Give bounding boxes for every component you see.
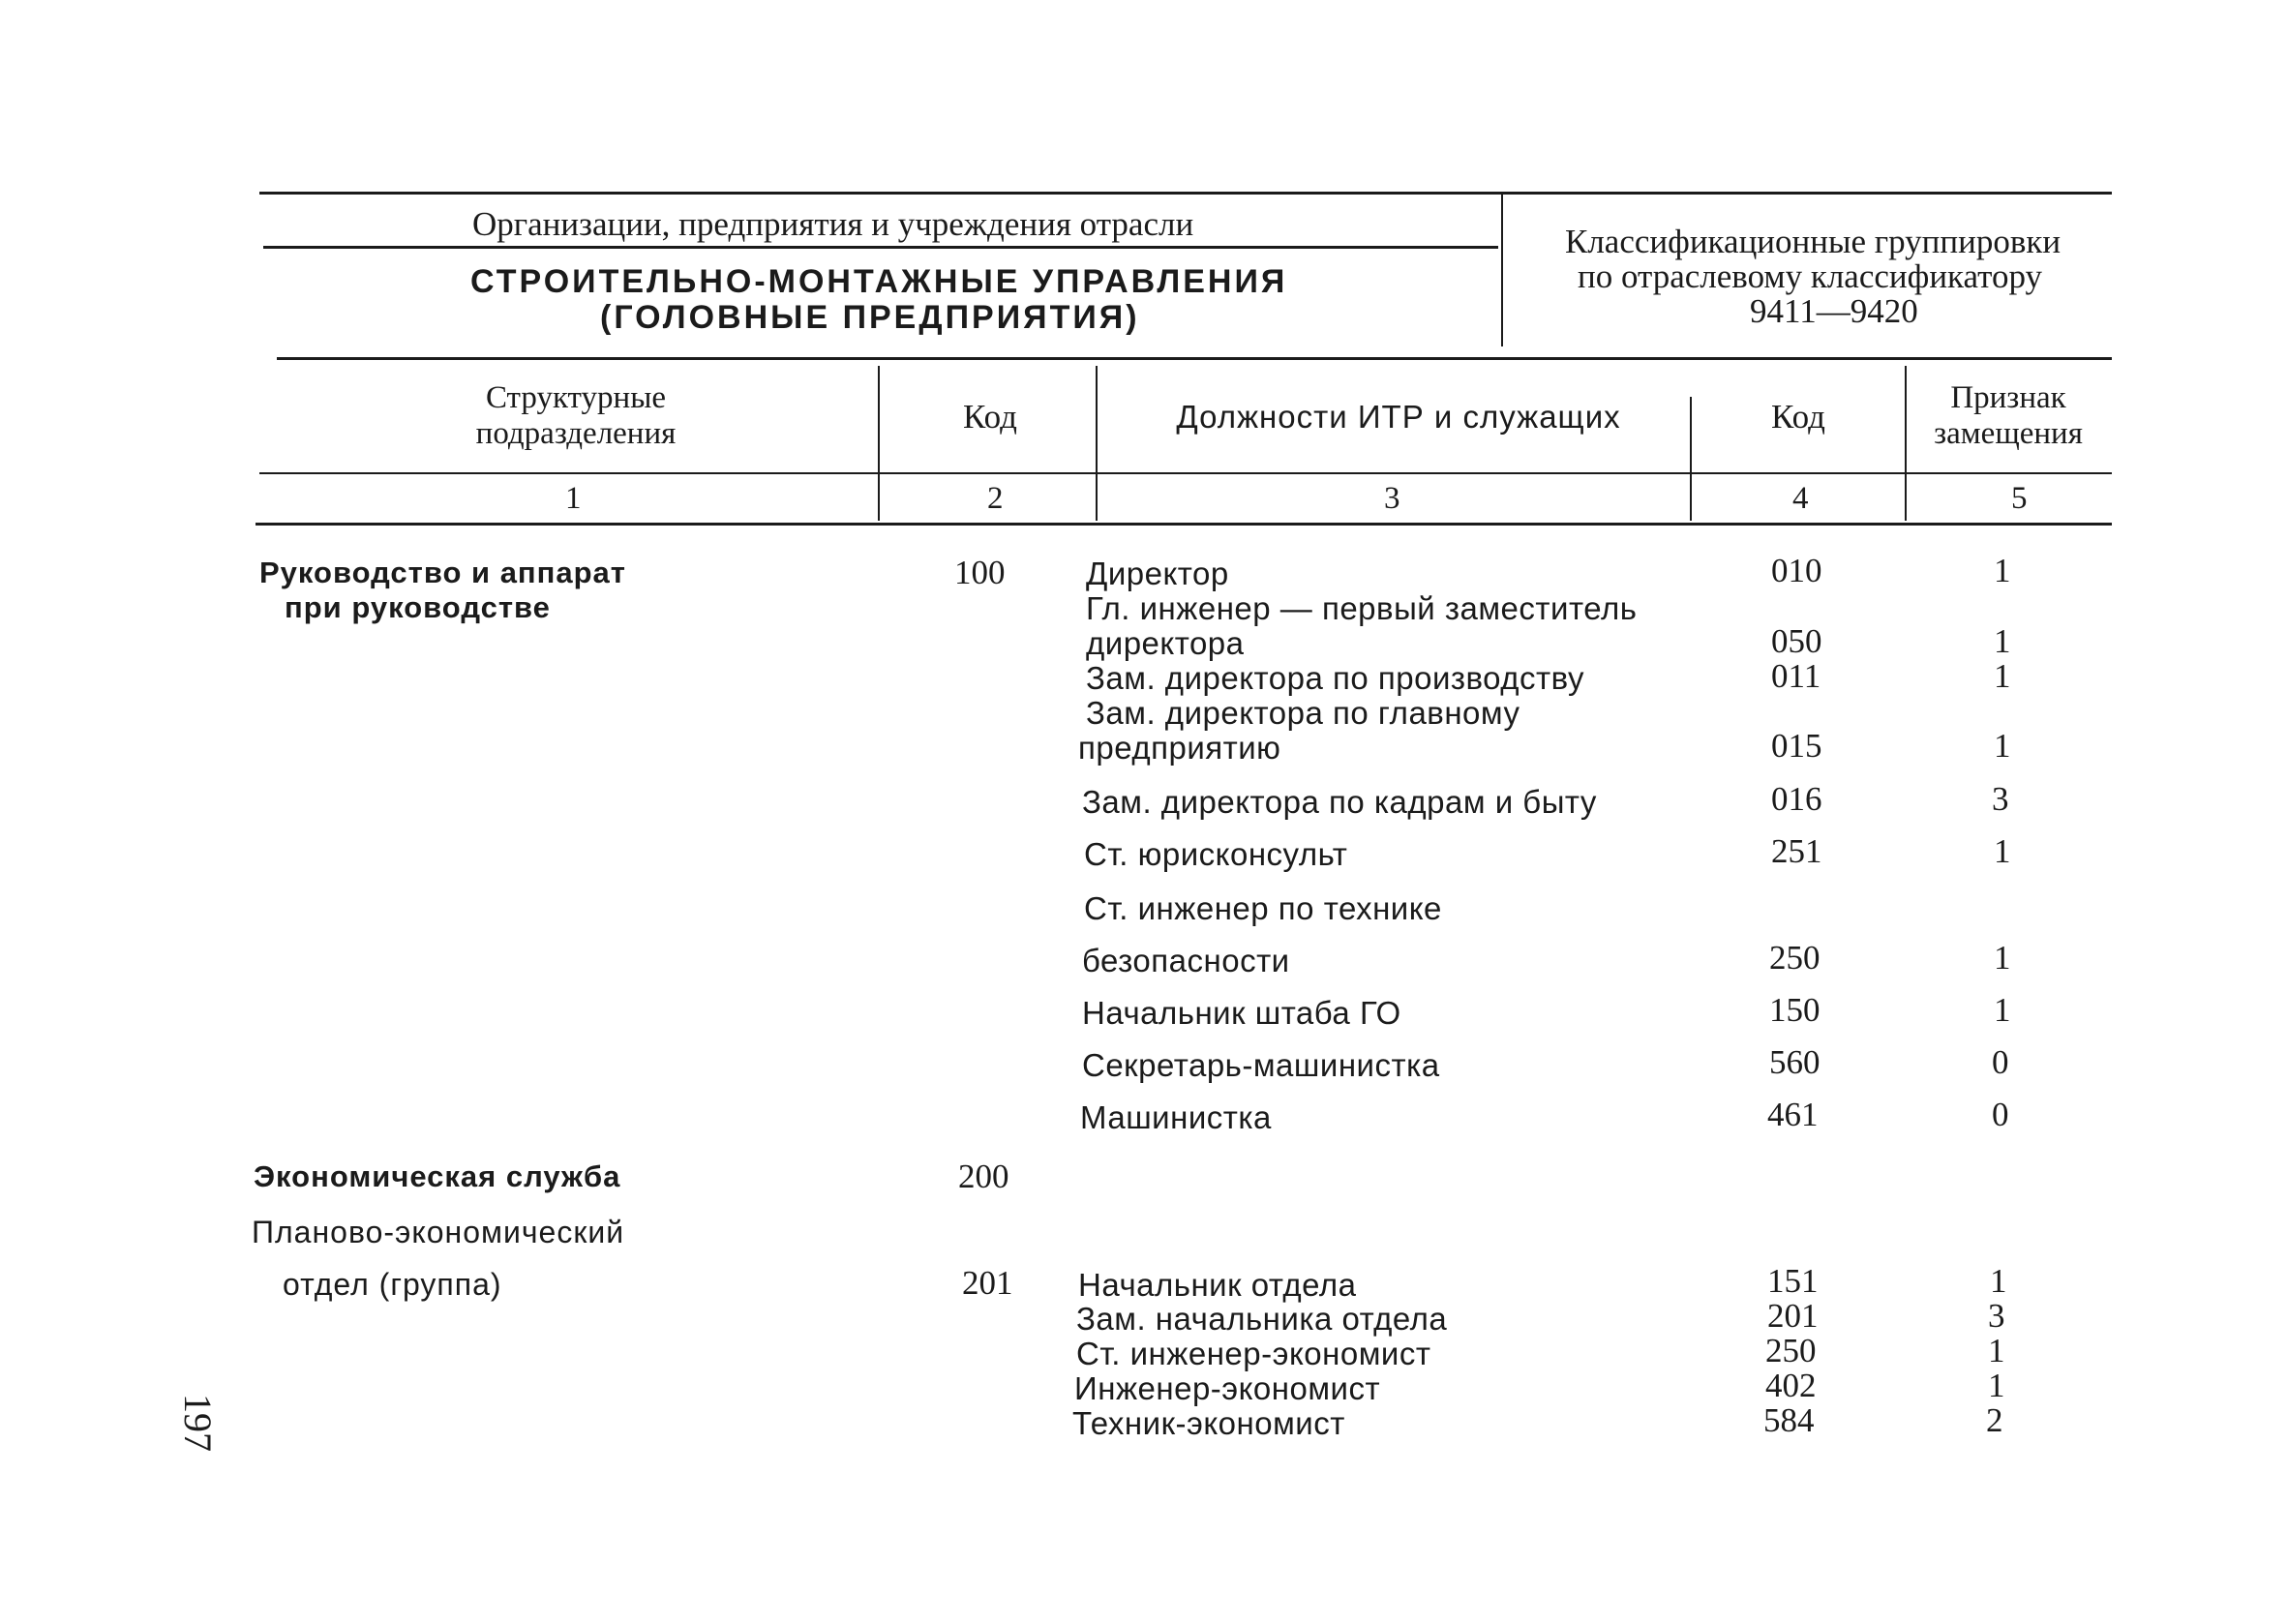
dept-planning-code: 201 [962, 1264, 1013, 1302]
position-title: Зам. директора по главному [1086, 695, 1520, 731]
position-title: директора [1086, 625, 1245, 661]
industry-caption: Организации, предприятия и учреждения отрасли [472, 205, 1194, 243]
position-flag: 1 [1994, 622, 2011, 660]
position-title: Начальник отдела [1078, 1267, 1357, 1303]
position-flag: 2 [1986, 1401, 2003, 1439]
position-title: Техник-экономист [1072, 1405, 1345, 1441]
position-code: 250 [1765, 1332, 1817, 1369]
position-title: Инженер-экономист [1074, 1370, 1381, 1406]
col-header-positions: Должности ИТР и служащих [1176, 399, 1621, 435]
position-title: Зам. директора по производству [1086, 660, 1584, 696]
position-title: предприятию [1078, 730, 1281, 766]
position-code: 151 [1767, 1262, 1819, 1300]
position-title: Начальник штаба ГО [1082, 995, 1401, 1031]
position-code: 584 [1763, 1401, 1815, 1439]
classifier-line1: Классификационные группировки [1565, 223, 2061, 260]
position-title: Ст. инженер-экономист [1076, 1336, 1431, 1371]
position-flag: 1 [1994, 657, 2011, 695]
dept-management-line1: Руководство и аппарат [259, 556, 626, 589]
position-flag: 1 [1994, 832, 2011, 870]
col-number-3: 3 [1384, 481, 1400, 516]
position-code: 201 [1767, 1297, 1819, 1335]
position-code: 015 [1771, 727, 1822, 765]
position-title: Зам. директора по кадрам и быту [1082, 784, 1597, 820]
col-header-code-2: Код [1771, 398, 1825, 436]
column-number-top-rule [259, 472, 2112, 474]
position-flag: 0 [1992, 1096, 2009, 1133]
document-title-line2: (ГОЛОВНЫЕ ПРЕДПРИЯТИЯ) [600, 299, 1140, 336]
position-flag: 1 [1990, 1262, 2007, 1300]
position-flag: 0 [1992, 1043, 2009, 1081]
position-flag: 1 [1994, 552, 2011, 589]
dept-management-line2: при руководстве [285, 590, 551, 624]
col-divider-3 [1690, 397, 1692, 521]
position-code: 010 [1771, 552, 1822, 589]
classifier-line3: 9411—9420 [1750, 292, 1918, 330]
position-code: 560 [1769, 1043, 1821, 1081]
col-number-1: 1 [565, 481, 582, 516]
col-header-substitution-line1: Признак [1950, 380, 2066, 415]
position-code: 011 [1771, 657, 1821, 695]
classifier-line2: по отраслевому классификатору [1578, 257, 2043, 295]
position-flag: 1 [1994, 939, 2011, 977]
position-flag: 3 [1992, 780, 2009, 818]
col-number-4: 4 [1792, 481, 1809, 516]
col-divider-1 [878, 366, 880, 521]
col-header-substitution-line2: замещения [1934, 416, 2083, 451]
col-divider-2 [1096, 366, 1098, 521]
position-flag: 1 [1994, 727, 2011, 765]
position-flag: 1 [1994, 991, 2011, 1029]
dept-planning-line2: отдел (группа) [283, 1267, 502, 1302]
col-header-structural-line1: Структурные [485, 380, 667, 415]
position-title: Гл. инженер — первый заместитель [1086, 590, 1638, 626]
position-code: 050 [1771, 622, 1822, 660]
top-rule [259, 192, 2112, 195]
dept-planning-line1: Планово-экономический [252, 1215, 625, 1249]
page-number: 197 [176, 1394, 220, 1452]
position-code: 016 [1771, 780, 1822, 818]
document-title-line1: СТРОИТЕЛЬНО-МОНТАЖНЫЕ УПРАВЛЕНИЯ [470, 263, 1288, 300]
position-title: Директор [1086, 556, 1229, 591]
position-code: 461 [1767, 1096, 1819, 1133]
col-header-code: Код [963, 398, 1017, 436]
col-divider-4 [1905, 366, 1907, 521]
col-number-5: 5 [2011, 481, 2028, 516]
col-number-2: 2 [987, 481, 1004, 516]
position-title: Машинистка [1080, 1099, 1272, 1135]
dept-economic-service-code: 200 [958, 1158, 1009, 1195]
dept-economic-service: Экономическая служба [254, 1159, 621, 1193]
position-code: 251 [1771, 832, 1822, 870]
position-code: 250 [1769, 939, 1821, 977]
position-title: Зам. начальника отдела [1076, 1301, 1448, 1337]
position-title: Ст. юрисконсульт [1084, 836, 1348, 872]
position-code: 402 [1765, 1367, 1817, 1404]
position-flag: 3 [1988, 1297, 2005, 1335]
position-code: 150 [1769, 991, 1821, 1029]
position-title: безопасности [1082, 943, 1290, 978]
position-title: Ст. инженер по технике [1084, 890, 1442, 926]
col-header-structural-line2: подразделения [475, 416, 677, 451]
col-header-substitution [1911, 380, 2105, 452]
dept-management-code: 100 [954, 554, 1006, 591]
position-title: Секретарь-машинистка [1082, 1047, 1440, 1083]
caption-underline [263, 246, 1498, 249]
header-vertical-divider [1501, 194, 1503, 346]
table-body-top-rule [256, 523, 2112, 526]
position-flag: 1 [1988, 1367, 2005, 1404]
position-flag: 1 [1988, 1332, 2005, 1369]
col-header-structural [416, 380, 736, 452]
header-bottom-rule [277, 357, 2112, 360]
